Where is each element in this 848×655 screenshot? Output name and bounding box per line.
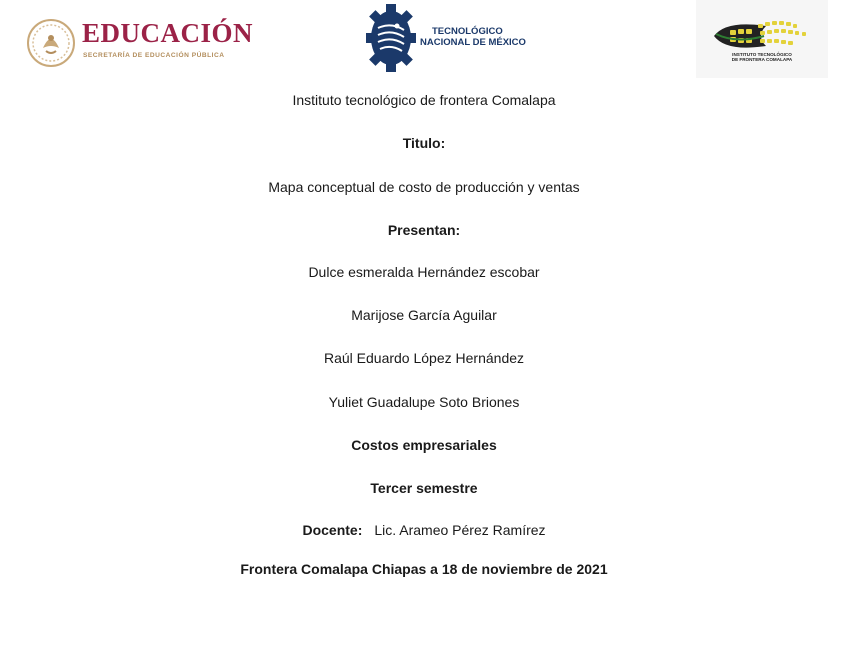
itfc-line2: DE FRONTERA COMALAPA [731,57,793,62]
corn-cob-icon [696,0,828,78]
presenters-label: Presentan: [387,222,461,238]
title-label: Titulo: [402,135,446,151]
document-title: Mapa conceptual de costo de producción y ventas [268,179,580,195]
teacher-label: Docente: [302,522,363,538]
tecnm-line1: TECNOLÓGICO [432,26,503,37]
place-and-date: Frontera Comalapa Chiapas a 18 de noviembre de 2021 [240,561,608,577]
tecnm-line2: NACIONAL DE MÉXICO [420,37,526,48]
semester: Tercer semestre [370,480,478,496]
institution-name: Instituto tecnológico de frontera Comalapa [292,92,556,108]
teacher-line [0,522,848,538]
tecnm-gear-eagle-icon [366,4,416,72]
tecnm-name [420,26,526,48]
tecnm-logo [366,4,536,72]
mexico-coat-of-arms-icon [26,18,76,68]
sep-title: EDUCACIÓN [82,18,254,48]
presenter-name: Yuliet Guadalupe Soto Briones [328,394,520,410]
sep-logo [26,16,256,70]
itfc-line1: INSTITUTO TECNOLÓGICO [732,52,792,57]
sep-subtitle: SECRETARÍA DE EDUCACIÓN PÚBLICA [83,52,225,59]
subject-name: Costos empresariales [351,437,497,453]
itfc-logo [696,0,828,78]
presenter-name: Marijose García Aguilar [351,307,497,323]
teacher-name: Lic. Arameo Pérez Ramírez [374,522,546,538]
presenter-name: Raúl Eduardo López Hernández [323,350,525,366]
presenter-name: Dulce esmeralda Hernández escobar [308,264,540,280]
